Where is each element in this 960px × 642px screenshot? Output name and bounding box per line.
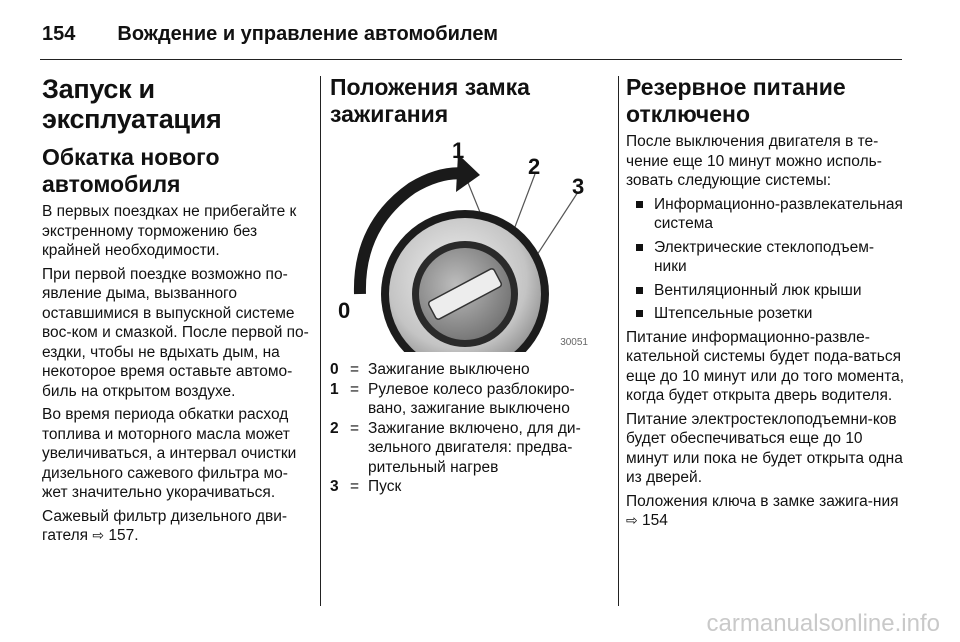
- section-title: Запуск и эксплуатация: [42, 74, 222, 134]
- legend-equals: =: [350, 361, 360, 378]
- filter-paragraph: [42, 507, 310, 546]
- middle-column: [330, 74, 610, 497]
- window-power-paragraph: Питание электростеклоподъемни-ков будет обеспечиваться еще до 10 минут или пока не будет открыта одна из дверей.: [626, 410, 903, 486]
- bullet-square-icon: [636, 310, 643, 317]
- header-rule: [40, 59, 902, 60]
- legend-key: 0: [330, 361, 339, 378]
- legend-row: [330, 360, 606, 380]
- ignition-title-line1: Положения замка: [330, 74, 530, 100]
- legend-row: [330, 477, 606, 497]
- position-label-3: 3: [572, 174, 585, 199]
- legend-equals: =: [350, 380, 360, 398]
- break-in-paragraph-2: При первой поездке возможно по-явление дыма, вызванного оставшимися в выпускной системе вос-ком и смазкой. После первой по-ездки, чтобы не вдыхать дым, на некоторое время оставьте автомо-биль на открытом воздухе.: [42, 265, 309, 400]
- list-item: Вентиляционный люк крыши: [626, 281, 906, 301]
- ignition-title-line2: зажигания: [330, 101, 449, 127]
- legend-equals: =: [350, 419, 360, 437]
- key-position-text: Положения ключа в замке зажига-ния: [626, 492, 899, 510]
- break-in-title-line2: автомобиля: [42, 171, 181, 197]
- column-divider-left: [320, 76, 321, 606]
- position-label-2: 2: [528, 154, 541, 179]
- filter-text: Сажевый фильтр дизельного дви-гателя: [42, 507, 288, 544]
- list-item: Информационно-развлекательная система: [626, 195, 906, 234]
- legend-key: 1: [330, 380, 339, 398]
- position-3-leader: [535, 192, 578, 258]
- column-divider-right: [618, 76, 619, 606]
- cross-reference-icon: ⇨: [92, 527, 105, 543]
- position-label-1: 1: [452, 138, 465, 163]
- bullet-square-icon: [636, 244, 643, 251]
- legend-row: [330, 380, 606, 419]
- reserve-power-title-line2: отключено: [626, 101, 750, 127]
- watermark: carmanualsonline.info: [706, 610, 940, 637]
- key-position-paragraph: [626, 492, 906, 531]
- break-in-paragraph-1: В первых поездках не прибегайте к экстренному торможению без крайней необходимости.: [42, 203, 297, 259]
- ignition-lock-illustration: [330, 134, 600, 352]
- reserve-power-intro: После выключения двигателя в те-чение еще 10 минут можно исполь-зовать следующие системы:: [626, 133, 882, 189]
- left-column: [42, 74, 310, 550]
- figure-id: 30051: [560, 337, 588, 348]
- break-in-title-line1: Обкатка нового: [42, 144, 220, 170]
- page-number: 154: [42, 22, 76, 45]
- break-in-paragraph-3: Во время периода обкатки расход топлива и моторного масла может увеличиваться, а интервал очистки дизельного сажевого фильтра мо-жет значительно укорачиваться.: [42, 406, 297, 501]
- legend-text: Зажигание включено, для ди-зельного двигателя: предва-рительный нагрев: [368, 419, 581, 476]
- reserve-power-title-line1: Резервное питание: [626, 74, 846, 100]
- right-column: [626, 74, 906, 535]
- legend-equals: =: [350, 478, 360, 495]
- legend-key: 3: [330, 478, 339, 495]
- legend-text: Зажигание выключено: [368, 361, 530, 378]
- list-item: Штепсельные розетки: [626, 304, 906, 324]
- key-position-ref-link[interactable]: 154: [642, 512, 668, 529]
- ignition-legend: [330, 360, 606, 497]
- bullet-square-icon: [636, 287, 643, 294]
- legend-text: Рулевое колесо разблокиро-вано, зажигание выключено: [368, 380, 575, 417]
- systems-list: [626, 195, 906, 324]
- page-header: [42, 14, 498, 54]
- ignition-lock-figure: [330, 134, 600, 352]
- legend-key: 2: [330, 419, 339, 437]
- legend-row: [330, 419, 606, 478]
- filter-ref-link[interactable]: 157.: [108, 527, 139, 544]
- bullet-square-icon: [636, 201, 643, 208]
- position-label-0: 0: [338, 298, 351, 323]
- cross-reference-icon: ⇨: [626, 512, 638, 528]
- legend-text: Пуск: [368, 478, 402, 495]
- infotainment-power-paragraph: Питание информационно-развле-кательной системы будет пода-ваться еще до 10 минут или до того момента, когда будет открыта дверь водителя.: [626, 328, 905, 404]
- list-item: Электрические стеклоподъем-ники: [626, 238, 906, 277]
- chapter-title: Вождение и управление автомобилем: [117, 22, 498, 45]
